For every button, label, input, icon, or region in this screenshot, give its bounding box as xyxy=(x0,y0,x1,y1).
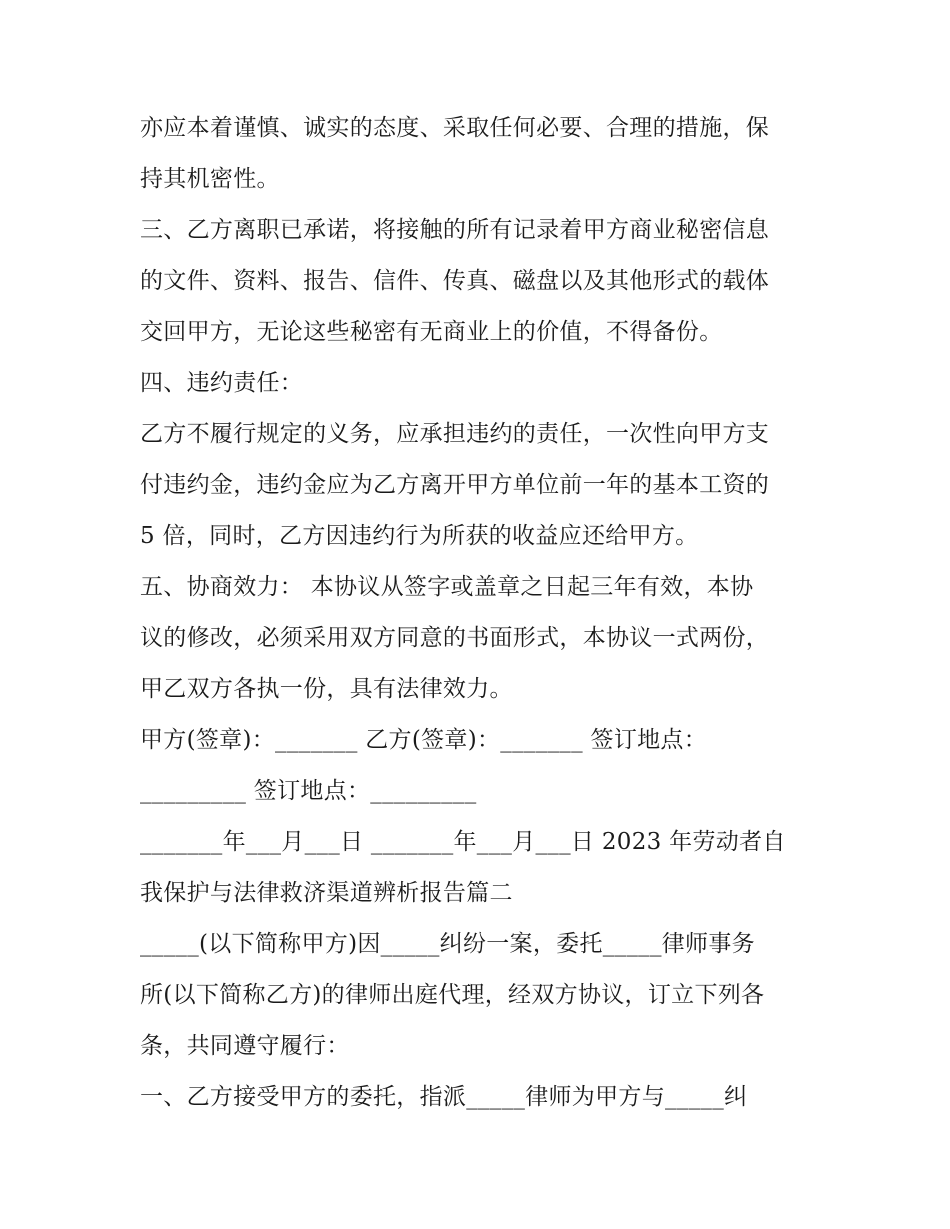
text-line: 持其机密性。 xyxy=(140,166,280,192)
text-line: 乙方不履行规定的义务，应承担违约的责任，一次性向甲方支 xyxy=(140,421,770,447)
date-line: _______年___月___日 _______年___月___日 2023 年劳动者自 xyxy=(140,829,786,855)
text-line: 议的修改，必须采用双方同意的书面形式，本协议一式两份， xyxy=(140,625,770,651)
text-line: 甲乙双方各执一份，具有法律效力。 xyxy=(140,676,513,702)
text-line: 三、乙方离职已承诺，将接触的所有记录着甲方商业秘密信息 xyxy=(140,217,770,243)
text-line: _____(以下简称甲方)因_____纠纷一案，委托_____律师事务 xyxy=(140,931,755,957)
text-line: 的文件、资料、报告、信件、传真、磁盘以及其他形式的载体 xyxy=(140,268,770,294)
text-line: 交回甲方，无论这些秘密有无商业上的价值，不得备份。 xyxy=(140,319,723,345)
section-heading: 四、违约责任： xyxy=(140,370,304,396)
signature-line: _________ 签订地点：_________ xyxy=(140,778,477,804)
section-title: 我保护与法律救济渠道辨析报告篇二 xyxy=(140,880,513,906)
text-line: 亦应本着谨慎、诚实的态度、采取任何必要、合理的措施，保 xyxy=(140,115,770,141)
text-line: 付违约金，违约金应为乙方离开甲方单位前一年的基本工资的 xyxy=(140,472,770,498)
text-line: 五、协商效力： 本协议从签字或盖章之日起三年有效，本协 xyxy=(140,574,754,600)
text-line: 条，共同遵守履行： xyxy=(140,1033,350,1059)
signature-line: 甲方(签章)：_______ 乙方(签章)：_______ 签订地点： xyxy=(140,727,708,753)
text-line: 所(以下简称乙方)的律师出庭代理，经双方协议，订立下列各 xyxy=(140,982,765,1008)
text-line: 一、乙方接受甲方的委托，指派_____律师为甲方与_____纠 xyxy=(140,1084,748,1110)
text-line: 5 倍，同时，乙方因违约行为所获的收益应还给甲方。 xyxy=(140,523,699,549)
